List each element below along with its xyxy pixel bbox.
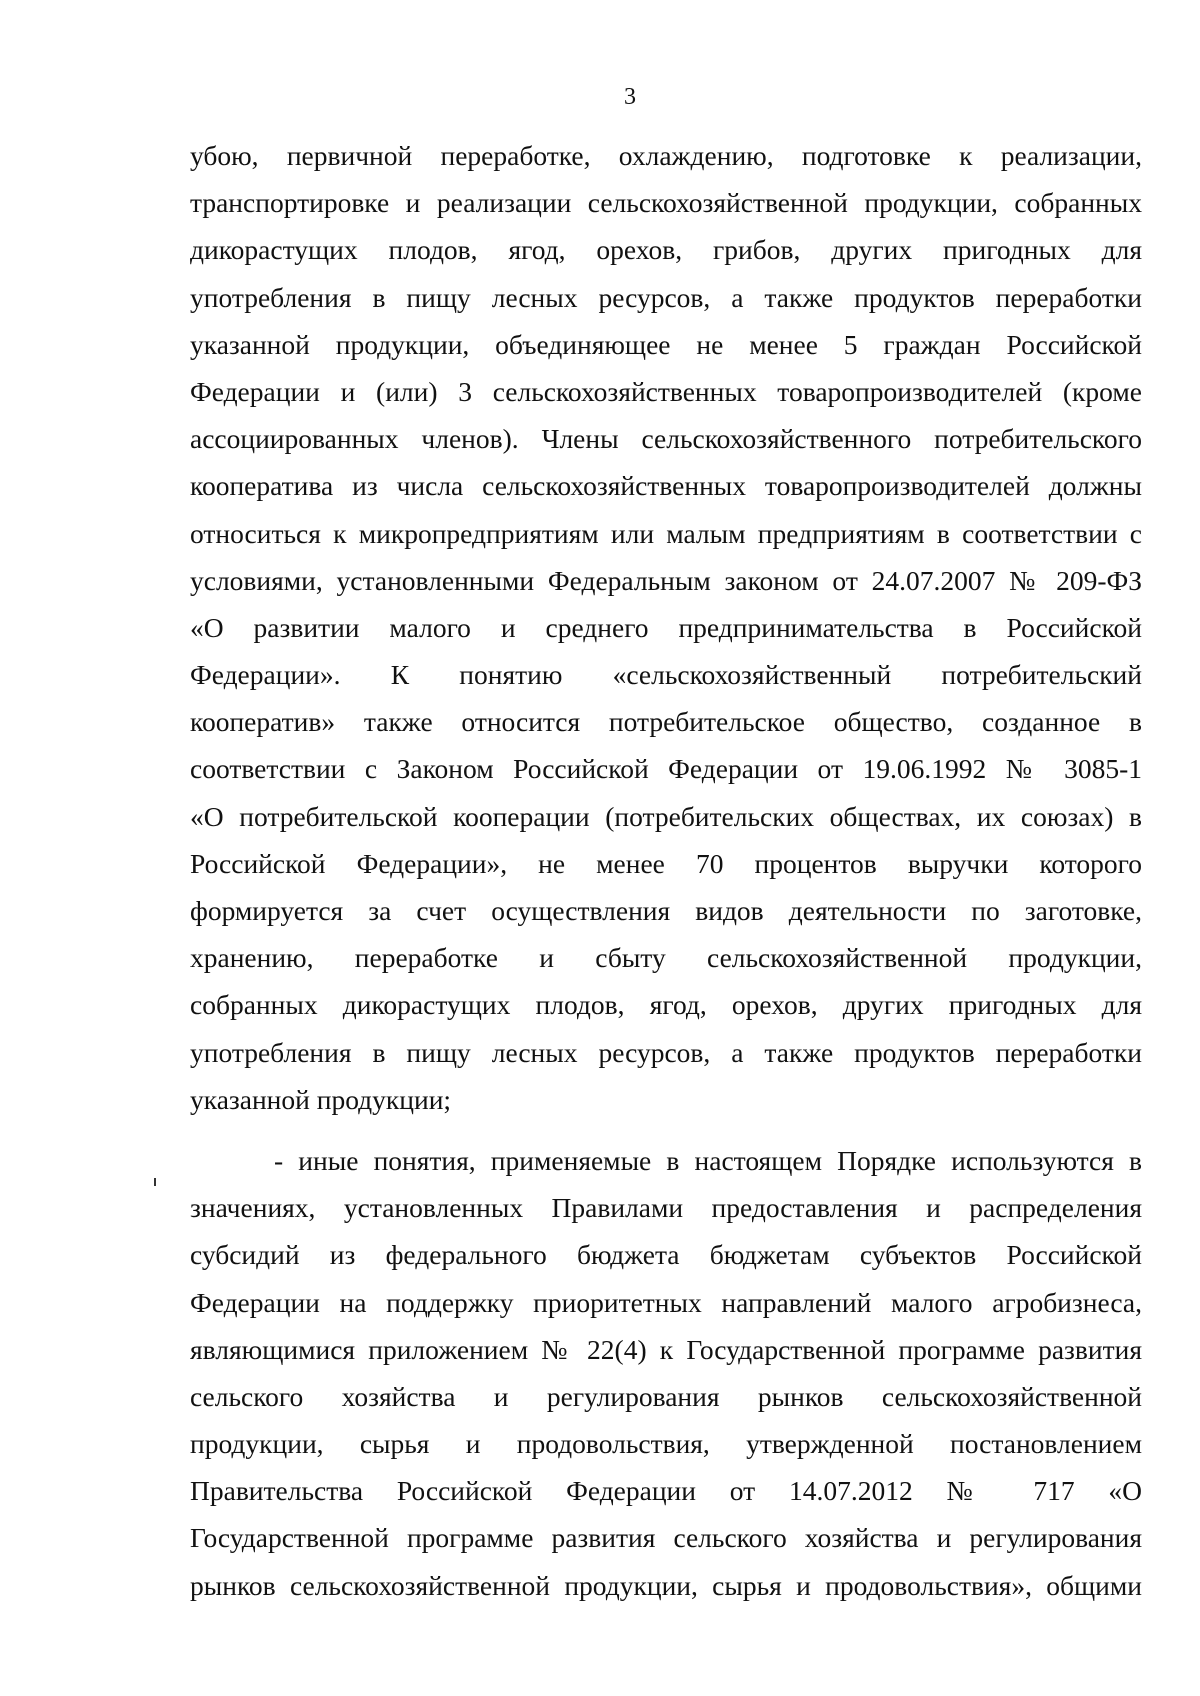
- text-line: соответствии с Законом Российской Федерации от 19.06.1992 № 3085-1: [190, 753, 1142, 785]
- text-line: употребления в пищу лесных ресурсов, а также продуктов переработки: [190, 1036, 1142, 1068]
- text-line: дикорастущих плодов, ягод, орехов, грибов, других пригодных для: [190, 234, 1142, 266]
- text-line: указанной продукции;: [190, 1083, 452, 1115]
- text-line: Федерации и (или) 3 сельскохозяйственных товаропроизводителей (кроме: [190, 375, 1142, 407]
- page-number: 3: [624, 84, 636, 110]
- text-line: Российской Федерации», не менее 70 процентов выручки которого: [190, 847, 1142, 879]
- text-line: собранных дикорастущих плодов, ягод, орехов, других пригодных для: [190, 989, 1142, 1021]
- text-line: транспортировке и реализации сельскохозяйственной продукции, собранных: [190, 187, 1142, 219]
- stray-mark: [154, 1178, 156, 1186]
- text-line: сельского хозяйства и регулирования рынков сельскохозяйственной: [190, 1380, 1142, 1412]
- document-body: [190, 132, 1142, 1609]
- text-line: указанной продукции, объединяющее не менее 5 граждан Российской: [190, 328, 1142, 360]
- text-line: ассоциированных членов). Члены сельскохозяйственного потребительского: [190, 423, 1142, 455]
- text-line: субсидий из федерального бюджета бюджетам субъектов Российской: [190, 1239, 1142, 1271]
- text-line: относиться к микропредприятиям или малым предприятиям в соответствии с: [190, 517, 1142, 549]
- text-line: «О развитии малого и среднего предпринимательства в Российской: [190, 611, 1142, 643]
- text-line: Правительства Российской Федерации от 14.07.2012 № 717 «О: [190, 1475, 1142, 1507]
- paragraph-gap: [190, 1123, 1142, 1137]
- text-line: формируется за счет осуществления видов деятельности по заготовке,: [190, 895, 1142, 926]
- text-line: кооператива из числа сельскохозяйственных товаропроизводителей должны: [190, 470, 1142, 502]
- text-line: Федерации на поддержку приоритетных направлений малого агробизнеса,: [190, 1286, 1142, 1318]
- text-line: условиями, установленными Федеральным законом от 24.07.2007 № 209-ФЗ: [190, 564, 1142, 596]
- paragraph-1: [190, 132, 1142, 1123]
- text-line: «О потребительской кооперации (потребительских обществах, их союзах) в: [190, 800, 1142, 832]
- text-line: значениях, установленных Правилами предоставления и распределения: [190, 1192, 1142, 1224]
- text-line: являющимися приложением № 22(4) к Государственной программе развития: [190, 1333, 1142, 1365]
- text-line: хранению, переработке и сбыту сельскохозяйственной продукции,: [190, 942, 1142, 974]
- text-line: убою, первичной переработке, охлаждению, подготовке к реализации,: [190, 140, 1142, 171]
- text-line: Государственной программе развития сельского хозяйства и регулирования: [190, 1522, 1142, 1554]
- paragraph-2: [190, 1137, 1142, 1609]
- text-line: рынков сельскохозяйственной продукции, сырья и продовольствия», общими: [190, 1569, 1142, 1601]
- text-line: употребления в пищу лесных ресурсов, а также продуктов переработки: [190, 281, 1142, 313]
- text-line: - иные понятия, применяемые в настоящем Порядке используются в: [274, 1144, 1142, 1176]
- text-line: продукции, сырья и продовольствия, утвержденной постановлением: [190, 1428, 1142, 1460]
- text-line: кооператив» также относится потребительское общество, созданное в: [190, 706, 1142, 738]
- text-line: Федерации». К понятию «сельскохозяйственный потребительский: [190, 659, 1142, 691]
